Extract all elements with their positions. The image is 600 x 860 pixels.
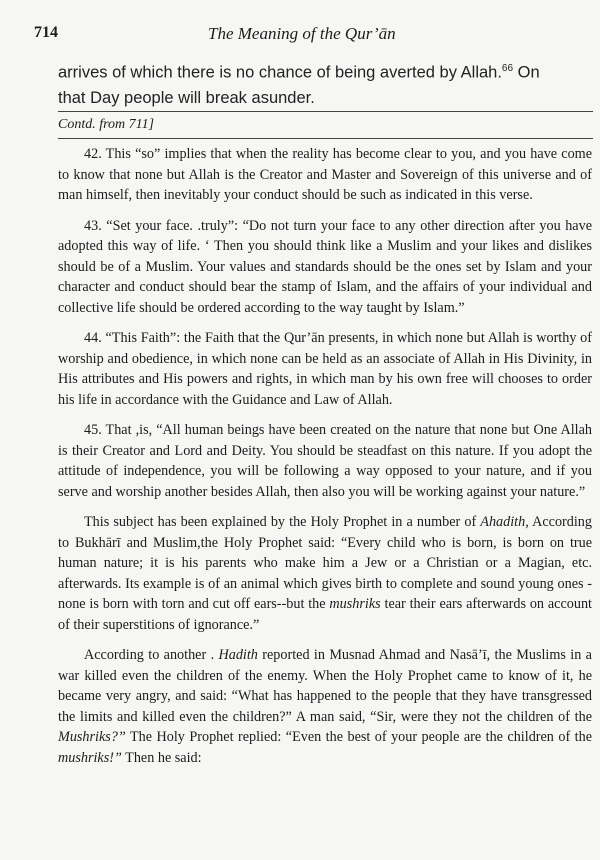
main-text-before: arrives of which there is no chance of being averted by Allah. xyxy=(58,63,502,82)
main-text xyxy=(58,56,570,111)
main-text-after: On that Day people will break asunder. xyxy=(58,63,540,107)
divider-bottom xyxy=(58,138,593,139)
continued-note: Contd. from 711] xyxy=(58,117,155,132)
running-title: The Meaning of the Qur’ān xyxy=(208,24,396,43)
note-42: 42. This “so” implies that when the reality has become clear to you, and you have come to know that none but Allah is the Creator and Master and Sovereign of this universe and of man himself, then inevitably your conduct should be such as indicated in this verse. xyxy=(58,146,592,203)
divider-top xyxy=(58,111,593,112)
paragraph-ahadith: This subject has been explained by the Holy Prophet in a number of Ahadith, According to Bukhārī and Muslim,the Holy Prophet said: “Every child who is born, is born on true human nature; it is his parents who make him a Jew or a Christian or a Magian, etc. afterwards. Its example is of an animal which gives birth to complete and sound young ones - none is born with torn and cut off ears--but the mushriks tear their ears afterwards on account of their superstitions of ignorance.” xyxy=(58,514,592,633)
footnote-ref: 66 xyxy=(501,63,514,74)
paragraph-hadith: According to another . Hadith reported in Musnad Ahmad and Nasā’ī, the Muslims in a war killed even the children of the enemy. When the Holy Prophet came to know of it, he became very angry, and said: “What has happened to the people that they have transgressed the limits and killed even the children?” A man said, “Sir, were they not the children of the Mushriks?” The Holy Prophet replied: “Even the best of your people are the children of the mushriks!” Then he said: xyxy=(58,647,592,766)
note-45: 45. That ,is, “All human beings have been created on the nature that none but One Allah is their Creator and Lord and Deity. You should be steadfast on this nature. If you adopt the attitude of independence, you will be following a way opposed to your nature, and if you serve and worship another besides Allah, then also you will be working against your nature.” xyxy=(58,422,592,500)
page-number: 714 xyxy=(34,24,58,41)
note-43: 43. “Set your face. .truly”: “Do not turn your face to any other direction after you have adopted this way of life. ‘ Then you should think like a Muslim and your likes and dislikes should be of a Muslim. Your values and standards should be the ones set by Islam and your character and conduct should bear the stamp of Islam, and the affairs of your individual and collective life should be ordered according to the way taught by Islam.” xyxy=(58,217,592,316)
commentary-notes xyxy=(58,144,592,778)
note-44: 44. “This Faith”: the Faith that the Qur’ān presents, in which none but Allah is worthy of worship and obedience, in which none can be held as an associate of Allah in His Divinity, in His attributes and His powers and rights, in which man by his own free will chooses to order his life in accordance with the Guidance and Law of Allah. xyxy=(58,330,592,408)
